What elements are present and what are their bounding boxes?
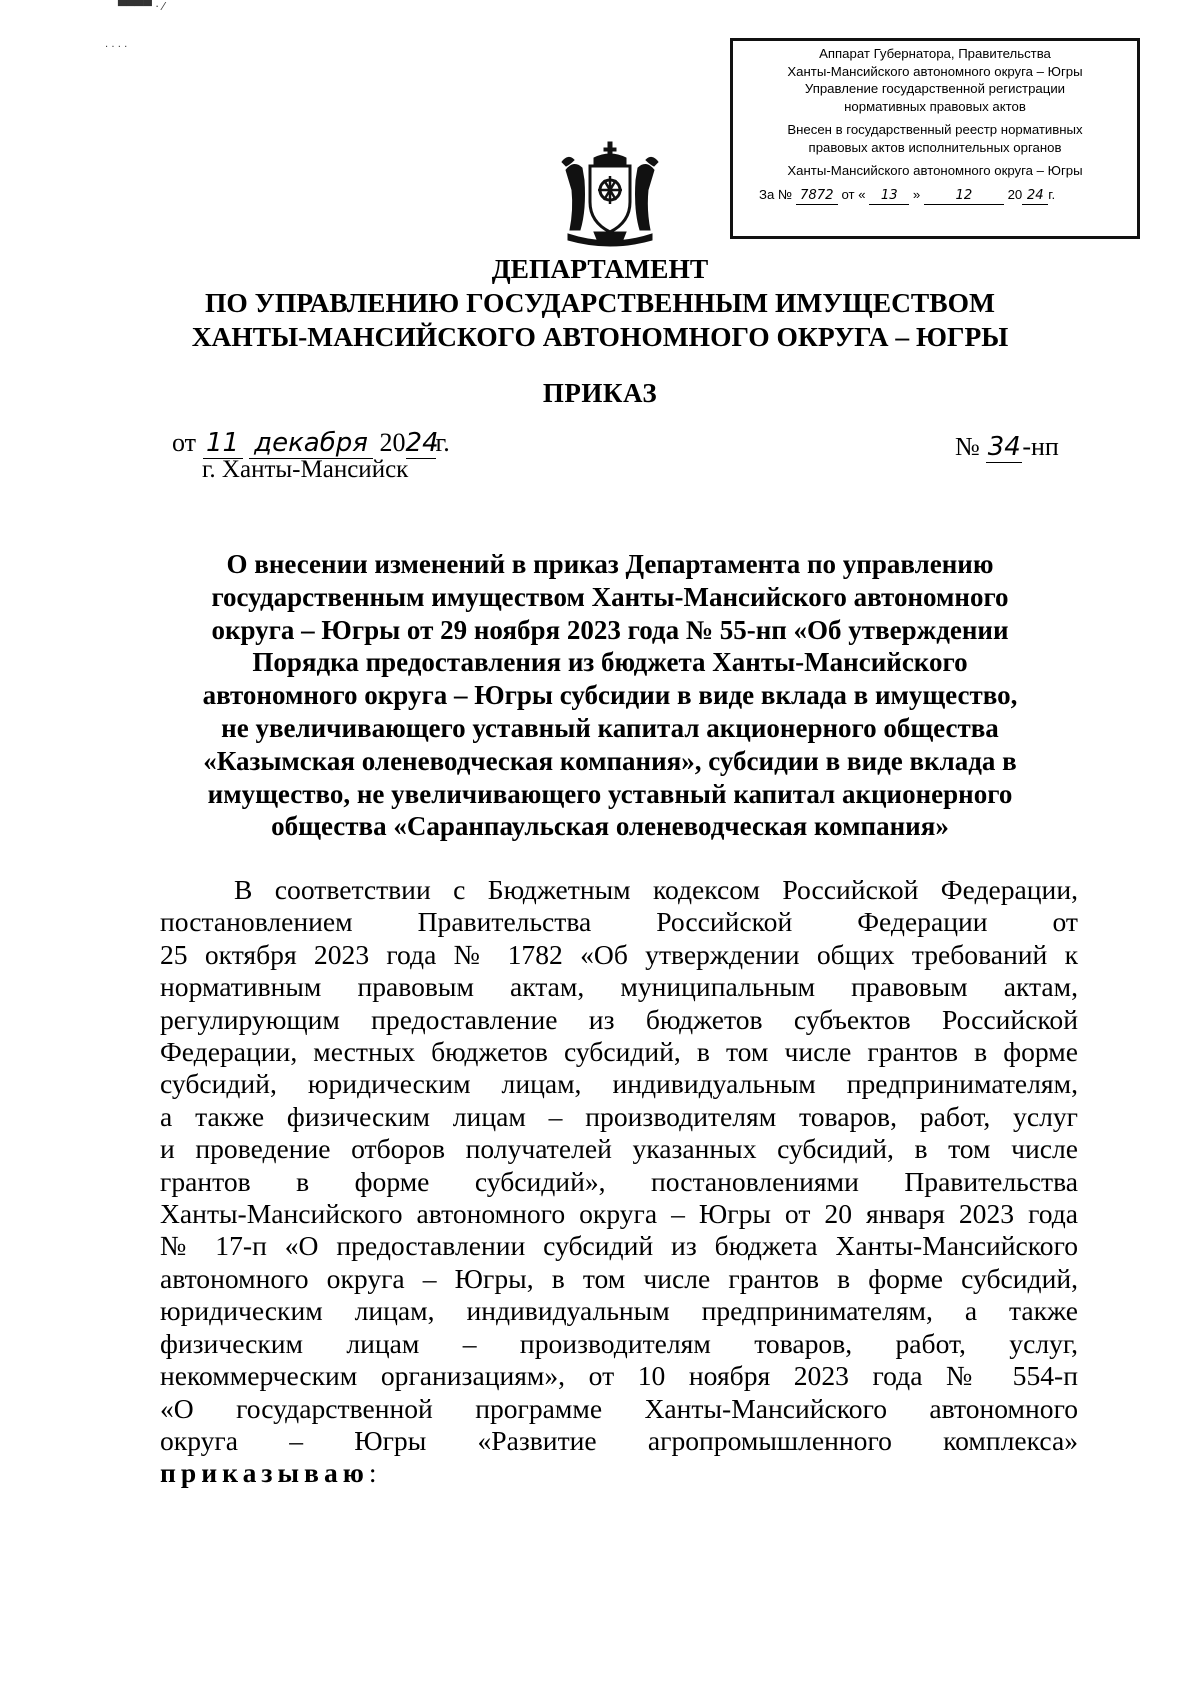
number-prefix: №: [955, 432, 980, 461]
stamp-line: Ханты-Мансийского автономного округа – Югры: [787, 163, 1083, 178]
stamp-reg-mid: »: [912, 186, 921, 202]
scan-mark: ▀▀▀▀ · ⁄: [118, 0, 165, 13]
body-line: юридическим лицам, индивидуальным предпринимателям, а также: [160, 1295, 1078, 1327]
subject-line: Порядка предоставления из бюджета Ханты-Мансийского: [252, 647, 968, 678]
body-line: грантов в форме субсидий», постановлениями Правительства: [160, 1165, 1078, 1197]
stamp-reg-prefix: За №: [759, 186, 793, 202]
subject-line: автономного округа – Югры субсидии в виде вклада в имущество,: [202, 680, 1018, 711]
stamp-line: нормативных правовых актов: [844, 98, 1026, 114]
stamp-line: Управление государственной регистрации: [804, 81, 1066, 96]
stamp-registration-line: [733, 186, 1137, 206]
date-prefix: от: [172, 428, 197, 457]
subject-line: государственным имуществом Ханты-Мансийского автономного: [211, 581, 1009, 612]
order-city: г. Ханты-Мансийск: [202, 456, 409, 483]
stamp-reg-day: 13: [869, 187, 909, 206]
body-line: субсидий, юридическим лицам, индивидуальным предпринимателям,: [160, 1068, 1078, 1100]
body-line: постановлением Правительства Российской Федерации от: [160, 906, 1078, 938]
order-body: [160, 874, 1078, 1490]
order-date: [172, 428, 450, 459]
stamp-line: правовых актов исполнительных органов: [808, 139, 1062, 155]
subject-line: не увеличивающего уставный капитал акционерного общества: [221, 712, 999, 743]
order-verb: приказываю: [160, 1457, 369, 1489]
date-day: 11: [203, 428, 243, 459]
department-title: ПО УПРАВЛЕНИЮ ГОСУДАРСТВЕННЫМ ИМУЩЕСТВОМ: [205, 287, 995, 318]
body-line: 25 октября 2023 года № 1782 «Об утверждении общих требований к: [160, 938, 1078, 970]
stamp-reg-year: 24: [1022, 187, 1048, 206]
subject-line: «Казымская оленеводческая компания», субсидии в виде вклада в: [203, 745, 1017, 776]
department-title: ДЕПАРТАМЕНТ: [491, 253, 709, 284]
stamp-reg-month: 12: [924, 187, 1004, 206]
order-number: [955, 432, 1059, 463]
order-subject: [180, 548, 1040, 843]
coat-of-arms-emblem: [560, 140, 660, 250]
subject-line: общества «Саранпаульская оленеводческая компания»: [271, 811, 949, 842]
date-year-prefix: 20: [379, 428, 406, 457]
body-line: Федерации, местных бюджетов субсидий, в том числе грантов в форме: [160, 1036, 1078, 1068]
stamp-reg-from: от «: [841, 186, 866, 202]
body-line: некоммерческим организациям», от 10 ноября 2023 года № 554-п: [160, 1360, 1078, 1392]
body-line: регулирующим предоставление из бюджетов субъектов Российской: [160, 1003, 1078, 1035]
body-line: Ханты-Мансийского автономного округа – Югры от 20 января 2023 года: [160, 1198, 1078, 1230]
stamp-line: Внесен в государственный реестр нормативных: [787, 122, 1083, 137]
body-line: и проведение отборов получателей указанных субсидий, в том числе: [160, 1133, 1078, 1165]
order-title: ПРИКАЗ: [542, 378, 658, 408]
subject-line: О внесении изменений в приказ Департамента по управлению: [226, 549, 994, 579]
body-line: физическим лицам – производителям товаров, работ, услуг,: [160, 1327, 1078, 1359]
body-line: «О государственной программе Ханты-Мансийского автономного: [160, 1392, 1078, 1424]
stamp-reg-year-prefix: 20: [1007, 186, 1023, 202]
subject-line: имущество, не увеличивающего уставный капитал акционерного: [207, 778, 1013, 809]
body-closing-line: [160, 1457, 1078, 1489]
number-suffix: -нп: [1022, 432, 1059, 461]
scan-mark: · · · ·: [105, 42, 128, 53]
order-verb-punct: :: [368, 1457, 377, 1489]
body-line: В соответствии с Бюджетным кодексом Российской Федерации,: [234, 874, 1078, 905]
stamp-reg-suffix: г.: [1048, 186, 1056, 202]
body-line: № 17-п «О предоставлении субсидий из бюджета Ханты-Мансийского: [160, 1230, 1078, 1262]
date-month: декабря: [249, 428, 373, 459]
number-value: 34: [987, 432, 1021, 462]
department-title: ХАНТЫ-МАНСИЙСКОГО АВТОНОМНОГО ОКРУГА – ЮГРЫ: [191, 321, 1009, 352]
stamp-line: Аппарат Губернатора, Правительства: [819, 46, 1051, 61]
body-line: автономного округа – Югры, в том числе грантов в форме субсидий,: [160, 1262, 1078, 1294]
registration-stamp: [730, 38, 1140, 239]
body-line: нормативным правовым актам, муниципальным правовым актам,: [160, 971, 1078, 1003]
date-year: 24: [405, 428, 439, 458]
stamp-line: Ханты-Мансийского автономного округа – Югры: [787, 63, 1083, 79]
date-suffix: г.: [435, 428, 450, 457]
stamp-reg-number: 7872: [796, 187, 838, 206]
body-line: а также физическим лицам – производителям товаров, работ, услуг: [160, 1100, 1078, 1132]
subject-line: округа – Югры от 29 ноября 2023 года № 55-нп «Об утверждении: [211, 614, 1009, 645]
body-line: округа – Югры «Развитие агропромышленного комплекса»: [160, 1424, 1078, 1456]
